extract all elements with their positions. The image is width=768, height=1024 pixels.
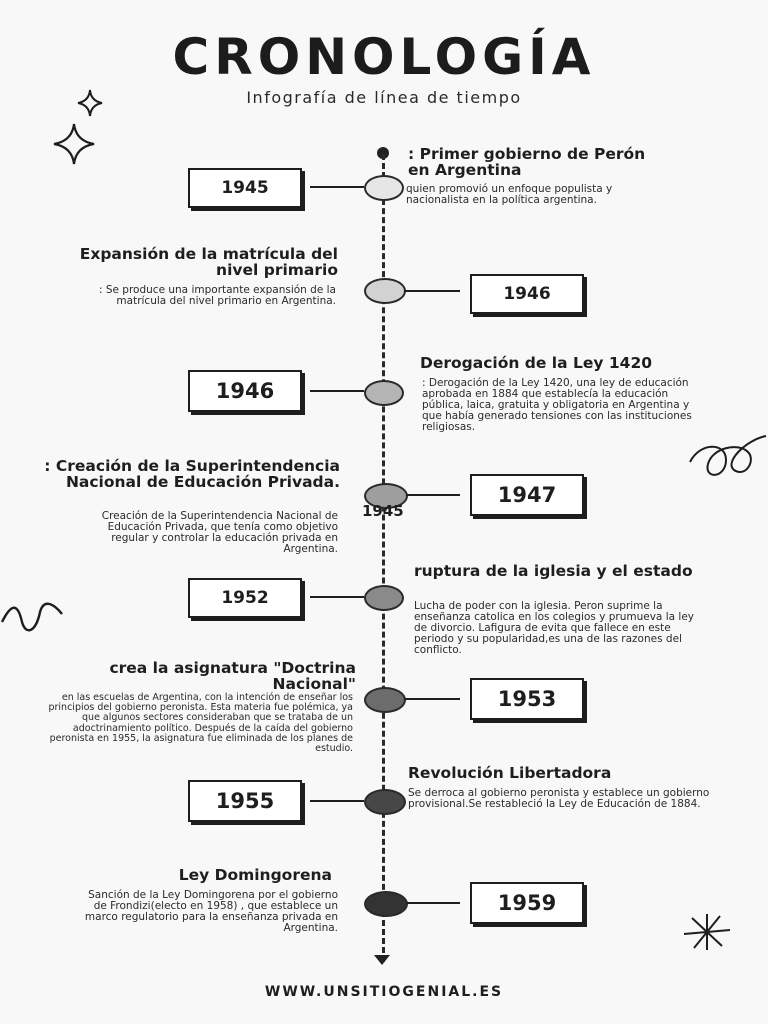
footer-url: WWW.UNSITIOGENIAL.ES <box>264 984 504 1000</box>
connector <box>310 186 364 188</box>
event-description: Lucha de poder con la iglesia. Peron suprime la enseñanza catolica en los colegios y prumueva la ley de divorcio. Lafigura de evita que fallece en este periodo y su popularidad,es una de las razones del conflicto. <box>414 600 694 656</box>
connector <box>310 800 364 802</box>
event-description: quien promovió un enfoque populista y nacionalista en la política argentina. <box>406 183 613 206</box>
asterisk-icon <box>680 912 734 952</box>
connector <box>404 290 460 292</box>
event-title: Ley Domingorena <box>178 866 332 884</box>
timeline-dot <box>364 789 406 815</box>
event-description: Creación de la Superintendencia Nacional de Educación Privada, que tenía como objetivo regular y controlar la educación privada en Argentina. <box>101 510 338 555</box>
timeline-dot <box>364 175 404 201</box>
year-box: 1955 <box>188 780 302 822</box>
timeline-dot <box>364 585 404 611</box>
page-subtitle: Infografía de línea de tiempo <box>246 88 522 107</box>
year-box: 1946 <box>188 370 302 412</box>
stray-year-label: 1945 <box>362 502 404 520</box>
year-box: 1945 <box>188 168 302 208</box>
connector <box>406 902 460 904</box>
connector <box>404 698 460 700</box>
event-title: : Creación de la Superintendencia Nacional de Educación Privada. <box>44 457 340 491</box>
event-title: Revolución Libertadora <box>408 764 612 782</box>
page-title: CRONOLOGÍA <box>172 28 596 86</box>
event-description: en las escuelas de Argentina, con la intención de enseñar los principios del gobierno peronista. Esta materia fue polémica, ya que algunos sectores consideraban que se trataba de un adoctrinamiento político. Después de la caída del gobierno peronista en 1955, la asignatura fue eliminada de los planes de estudio. <box>48 692 353 755</box>
year-box: 1952 <box>188 578 302 618</box>
connector <box>310 596 364 598</box>
squiggle-icon <box>0 596 66 636</box>
event-description: Se derroca al gobierno peronista y establece un gobierno provisional.Se restableció la Ley de Educación de 1884. <box>408 787 710 810</box>
event-title: crea la asignatura "Doctrina Nacional" <box>109 659 356 693</box>
timeline-axis <box>382 154 385 962</box>
connector <box>406 494 460 496</box>
event-description: : Derogación de la Ley 1420, una ley de educación aprobada en 1884 que establecía la educación pública, laica, gratuita y obligatoria en Argentina y que había generado tensiones con las instituciones religiosas. <box>422 377 692 433</box>
sparkle-small-icon <box>76 88 104 118</box>
event-title: : Primer gobierno de Perón en Argentina <box>408 145 646 179</box>
event-title: Expansión de la matrícula del nivel primario <box>79 245 338 279</box>
event-title: Derogación de la Ley 1420 <box>420 354 653 372</box>
timeline-dot <box>364 380 404 406</box>
sparkle-large-icon <box>52 122 96 166</box>
timeline-dot <box>364 891 408 917</box>
year-box: 1947 <box>470 474 584 516</box>
swirl-icon <box>686 422 768 484</box>
event-description: : Se produce una importante expansión de la matrícula del nivel primario en Argentina. <box>98 284 336 307</box>
year-box: 1946 <box>470 274 584 314</box>
year-box: 1953 <box>470 678 584 720</box>
timeline-dot <box>364 687 406 713</box>
event-title: ruptura de la iglesia y el estado <box>414 562 693 580</box>
connector <box>310 390 364 392</box>
event-description: Sanción de la Ley Domingorena por el gobierno de Frondizi(electo en 1958) , que establece un marco regulatorio para la enseñanza privada en Argentina. <box>84 889 338 934</box>
timeline-arrow-icon <box>374 955 390 965</box>
timeline-dot <box>364 278 406 304</box>
year-box: 1959 <box>470 882 584 924</box>
